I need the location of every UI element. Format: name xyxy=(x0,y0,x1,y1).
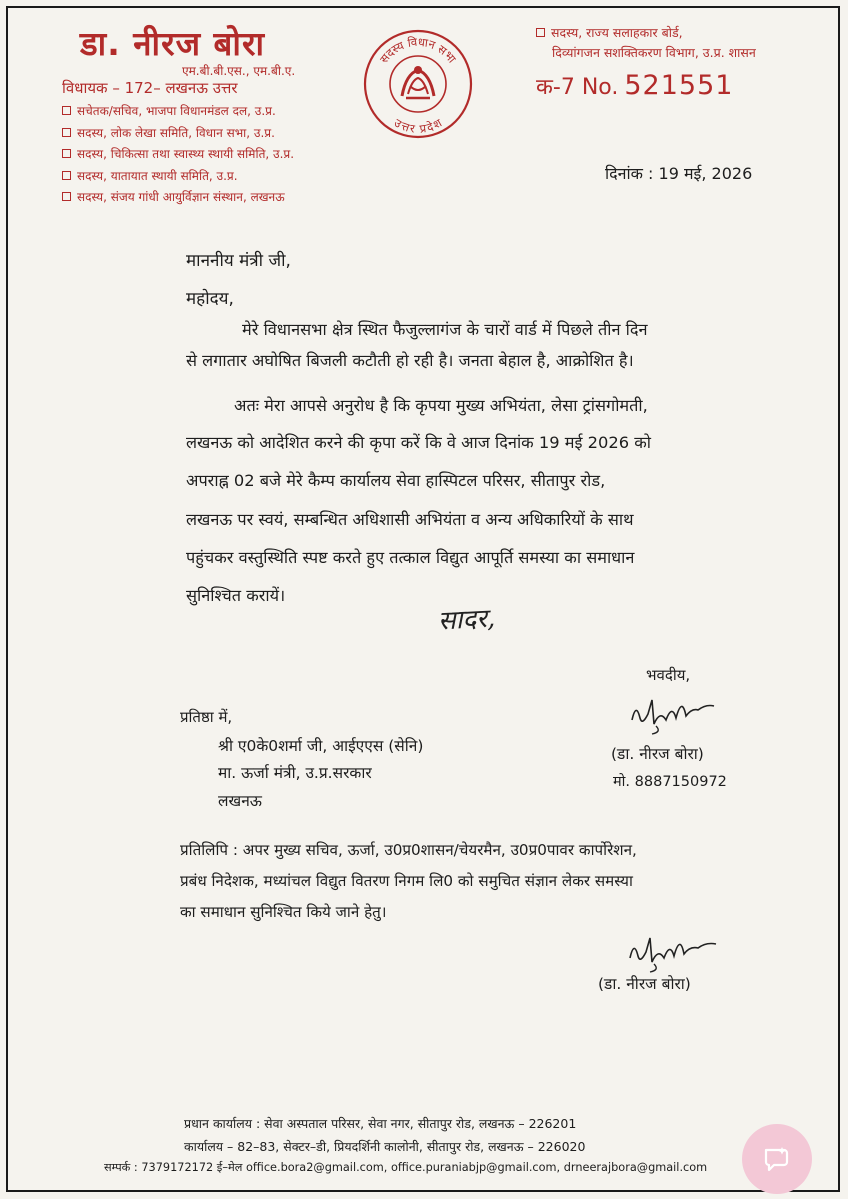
para2-line: अपराह्न 02 बजे मेरे कैम्प कार्यालय सेवा हास्पिटल परिसर, सीतापुर रोड, xyxy=(186,471,606,490)
para2-line: अतः मेरा आपसे अनुरोध है कि कृपया मुख्य अभियंता, लेसा ट्रांसगोमती, xyxy=(234,396,648,415)
up-assembly-seal-icon xyxy=(362,28,474,140)
para2-line: सुनिश्चित करायें। xyxy=(186,586,286,605)
signature-image-icon xyxy=(626,690,718,736)
role-item: सचेतक/सचिव, भाजपा विधानमंडल दल, उ.प्र. xyxy=(62,100,294,122)
cc-line: प्रबंध निदेशक, मध्यांचल विद्युत वितरण निगम लि0 को समुचित संज्ञान लेकर समस्या xyxy=(180,872,633,890)
checkbox-square-icon xyxy=(62,106,71,115)
seal-top-text: सदस्य विधान सभा xyxy=(376,34,460,66)
para2-line: लखनऊ पर स्वयं, सम्बन्धित अधिशासी अभियंता व अन्य अधिकारियों के साथ xyxy=(186,510,634,529)
salutation: माननीय मंत्री जी, xyxy=(186,251,291,271)
checkbox-square-icon xyxy=(536,28,545,37)
recipient-city: लखनऊ xyxy=(218,792,262,810)
right-role-line-1: सदस्य, राज्य सलाहकार बोर्ड, xyxy=(536,24,683,41)
cc-line: का समाधान सुनिश्चित किये जाने हेतु। xyxy=(180,903,387,921)
sender-name-2: (डा. नीरज बोरा) xyxy=(598,975,691,993)
footer-head-office: प्रधान कार्यालय : सेवा अस्पताल परिसर, सेवा नगर, सीतापुर रोड, लखनऊ – 226201 xyxy=(184,1116,577,1131)
role-item: सदस्य, संजय गांधी आयुर्विज्ञान संस्थान, लखनऊ xyxy=(62,186,294,208)
sender-name-heading: डा. नीरज बोरा xyxy=(80,24,265,63)
sender-mobile: मो. 8887150972 xyxy=(613,774,727,790)
to-label: प्रतिष्ठा में, xyxy=(180,708,233,726)
signature-image-icon xyxy=(624,930,720,974)
role-item: सदस्य, चिकित्सा तथा स्वास्थ्य स्थायी समिति, उ.प्र. xyxy=(62,143,294,165)
para2-line: पहुंचकर वस्तुस्थिति स्पष्ट करते हुए तत्काल विद्युत आपूर्ति समस्या का समाधान xyxy=(186,548,635,567)
role-item: सदस्य, लोक लेखा समिति, विधान सभा, उ.प्र. xyxy=(62,122,294,144)
letter-date: दिनांक : 19 मई, 2026 xyxy=(605,164,753,183)
handwritten-closing: सादर, xyxy=(437,603,496,637)
cc-line: प्रतिलिपि : अपर मुख्य सचिव, ऊर्जा, उ0प्र0शासन/चेयरमैन, उ0प्र0पावर कार्पोरेशन, xyxy=(180,841,637,859)
left-roles-list xyxy=(62,100,294,208)
qualifications: एम.बी.बी.एस., एम.बी.ए. xyxy=(182,64,296,78)
designation: विधायक – 172– लखनऊ उत्तर xyxy=(62,79,238,97)
role-item: सदस्य, यातायात स्थायी समिति, उ.प्र. xyxy=(62,165,294,187)
greeting: महोदय, xyxy=(186,289,234,309)
para1-line: मेरे विधानसभा क्षेत्र स्थित फैजुल्लागंज के चारों वार्ड में पिछले तीन दिन xyxy=(242,320,648,339)
checkbox-square-icon xyxy=(62,128,71,137)
seal-bottom-text: उत्तर प्रदेश xyxy=(391,115,445,136)
recipient-title: मा. ऊर्जा मंत्री, उ.प्र.सरकार xyxy=(218,764,372,782)
yours-faithfully: भवदीय, xyxy=(646,666,691,684)
recipient-name: श्री ए0के0शर्मा जी, आईएएस (सेनि) xyxy=(218,737,424,755)
para1-line: से लगातार अघोषित बिजली कटौती हो रही है। जनता बेहाल है, आक्रोशित है। xyxy=(186,351,634,370)
footer-office: कार्यालय – 82–83, सेक्टर–डी, प्रियदर्शिनी कालोनी, सीतापुर रोड, लखनऊ – 226020 xyxy=(184,1139,586,1154)
footer-contact: सम्पर्क : 7379172172 ई–मेल office.bora2@gmail.com, office.puraniabjp@gmail.com, drneerajbora@gmail.com xyxy=(104,1161,708,1174)
sparkle-chat-icon xyxy=(762,1144,792,1174)
para2-line: लखनऊ को आदेशित करने की कृपा करें कि वे आज दिनांक 19 मई 2026 को xyxy=(186,433,651,452)
serial-number: क-7 No. 521551 xyxy=(536,70,734,101)
ai-chat-button[interactable] xyxy=(742,1124,812,1194)
sender-name: (डा. नीरज बोरा) xyxy=(611,745,704,763)
checkbox-square-icon xyxy=(62,149,71,158)
checkbox-square-icon xyxy=(62,192,71,201)
right-role-line-2: दिव्यांगजन सशक्तिकरण विभाग, उ.प्र. शासन xyxy=(552,45,756,60)
checkbox-square-icon xyxy=(62,171,71,180)
